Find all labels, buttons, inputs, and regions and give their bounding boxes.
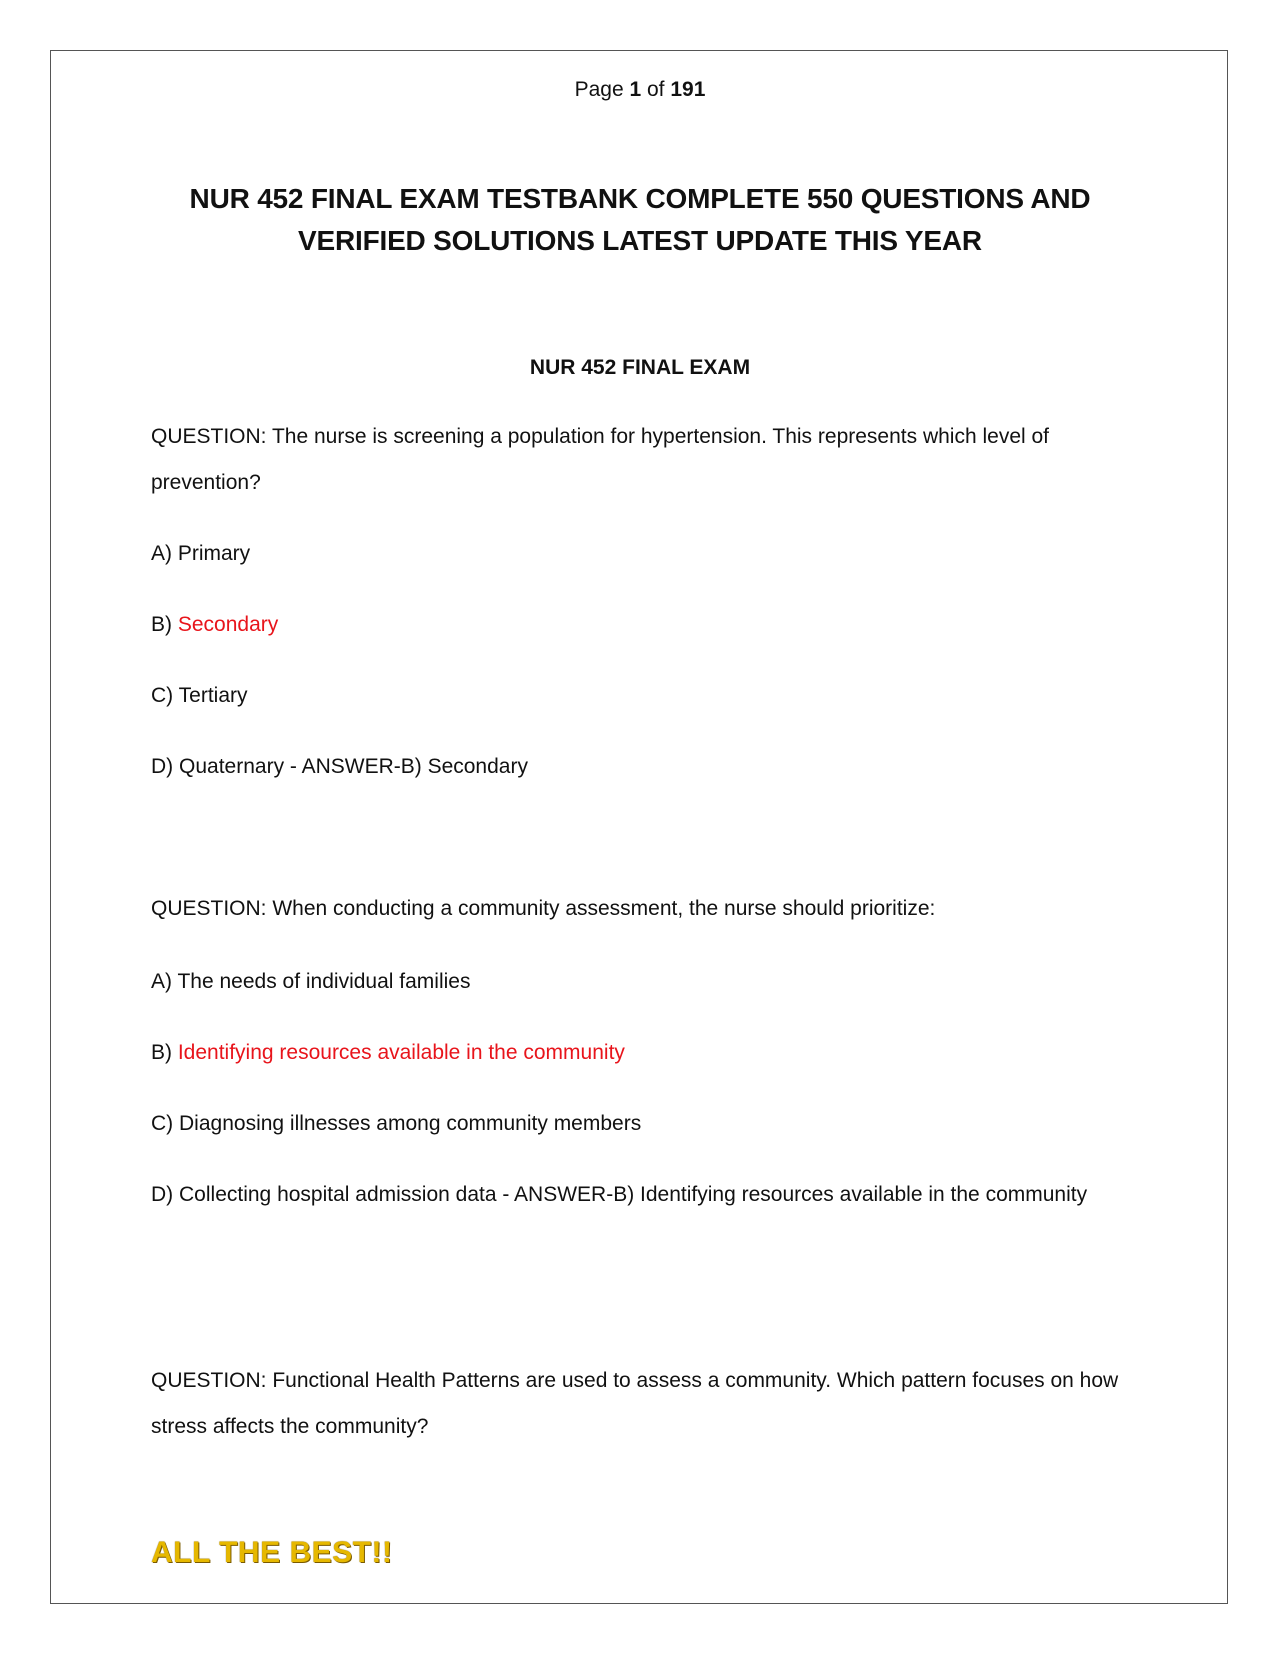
option-d-answer: D) Collecting hospital admission data - ANSWER-B) Identifying resources available in the community	[151, 1183, 1088, 1206]
question-text: QUESTION: Functional Health Patterns are used to assess a community. Which pattern focuses on how stress affects the community?	[151, 1369, 1119, 1438]
option-d-answer: D) Quaternary - ANSWER-B) Secondary	[151, 755, 528, 778]
question-text: QUESTION: The nurse is screening a population for hypertension. This represents which level of prevention?	[151, 425, 1050, 494]
question-text: QUESTION: When conducting a community assessment, the nurse should prioritize:	[151, 897, 936, 920]
question-1	[151, 414, 1141, 506]
option-c: C) Tertiary	[151, 684, 248, 707]
footer-all-the-best: ALL THE BEST!!	[151, 1536, 393, 1569]
document-title: NUR 452 FINAL EXAM TESTBANK COMPLETE 550 QUESTIONS AND VERIFIED SOLUTIONS LATEST UPDATE THIS YEAR	[189, 183, 1091, 256]
question-3	[151, 1358, 1141, 1450]
document-subtitle: NUR 452 FINAL EXAM	[529, 356, 751, 379]
option-a: A) Primary	[151, 542, 251, 565]
option-c: C) Diagnosing illnesses among community members	[151, 1112, 642, 1135]
option-a: A) The needs of individual families	[151, 970, 471, 993]
question-2	[151, 886, 1141, 932]
page-number: Page 1 of 191	[574, 78, 706, 101]
option-b-correct: B) Identifying resources available in the community	[151, 1041, 625, 1064]
option-b-correct: B) Secondary	[151, 613, 279, 636]
